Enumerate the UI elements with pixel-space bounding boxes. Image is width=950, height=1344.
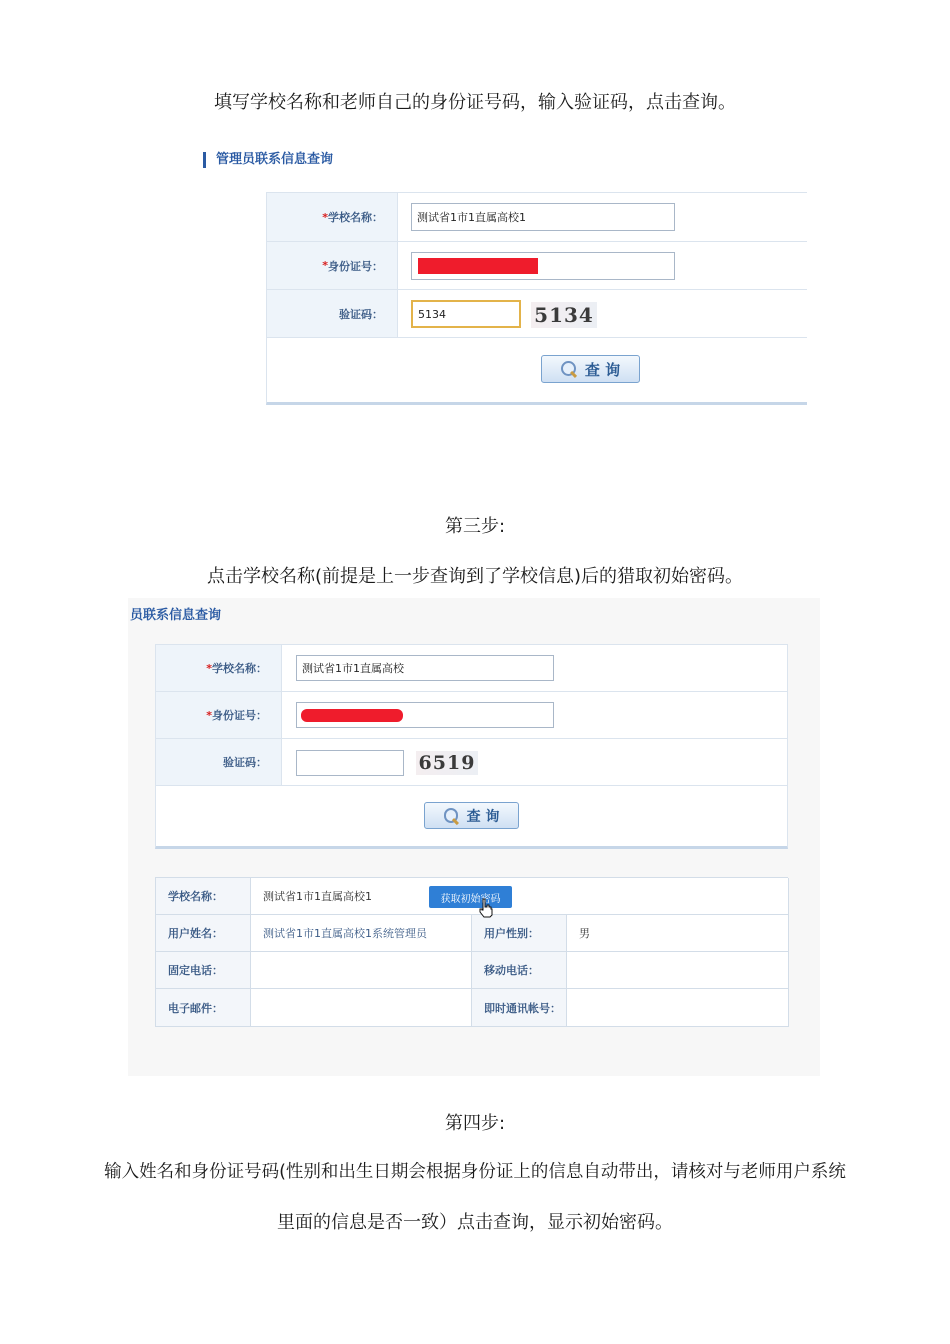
redaction-mark: [301, 709, 403, 722]
query-button[interactable]: 查 询: [424, 802, 519, 829]
captcha-label: 验证码：: [267, 290, 398, 337]
required-mark: *: [206, 708, 212, 722]
panel-title: 管理员联系信息查询: [203, 152, 333, 168]
im-value: [567, 989, 789, 1027]
query-form: [266, 192, 807, 405]
mobile-value: [567, 952, 789, 989]
school-row: [156, 645, 787, 692]
mobile-label: 移动电话：: [472, 952, 567, 989]
get-initial-password-button[interactable]: 获取初始密码: [429, 886, 512, 908]
phone-value: [251, 952, 472, 989]
required-mark: *: [322, 210, 328, 224]
id-label: * 身份证号：: [267, 242, 398, 289]
phone-label: 固定电话：: [156, 952, 251, 989]
id-row: [267, 242, 807, 290]
email-value: [251, 989, 472, 1027]
captcha-label: 验证码：: [156, 739, 282, 785]
school-row: [267, 193, 807, 242]
intro-text: 填写学校名称和老师自己的身份证号码，输入验证码，点击查询。: [214, 92, 736, 113]
email-label: 电子邮件：: [156, 989, 251, 1027]
school-name-value[interactable]: 测试省1市1直属高校1: [251, 878, 789, 915]
captcha-row: [267, 290, 807, 338]
school-label: * 学校名称：: [267, 193, 398, 241]
school-label: * 学校名称：: [156, 645, 282, 691]
required-mark: *: [322, 259, 328, 272]
step4-heading: 第四步:: [444, 1113, 506, 1134]
id-label: * 身份证号：: [156, 692, 282, 738]
captcha-image[interactable]: 6519: [416, 751, 478, 775]
query-button[interactable]: 查 询: [541, 355, 640, 383]
id-input[interactable]: [296, 702, 554, 728]
hand-cursor-icon: [478, 898, 494, 918]
id-row: [156, 692, 787, 739]
school-input[interactable]: 测试省1市1直属高校1: [411, 203, 675, 231]
step3-text: 点击学校名称(前提是上一步查询到了学校信息)后的猎取初始密码。: [206, 566, 744, 587]
query-form: [155, 644, 788, 849]
redaction-mark: [418, 258, 538, 274]
search-icon: [561, 361, 577, 377]
school-name-label: 学校名称：: [156, 878, 251, 915]
school-input[interactable]: 测试省1市1直属高校: [296, 655, 554, 681]
captcha-image[interactable]: 5134: [531, 302, 597, 328]
step4-text-line1: 输入姓名和身份证号码(性别和出生日期会根据身份证上的信息自动带出，请核对与老师用户系统: [104, 1162, 846, 1182]
gender-value: 男: [567, 915, 789, 952]
step4-text-line2: 里面的信息是否一致）点击查询，显示初始密码。: [277, 1212, 673, 1233]
captcha-input[interactable]: 5134: [411, 300, 521, 328]
required-mark: *: [206, 661, 212, 675]
user-name-label: 用户姓名：: [156, 915, 251, 952]
im-label: 即时通讯帐号：: [472, 989, 567, 1027]
captcha-row: [156, 739, 787, 786]
id-input[interactable]: [411, 252, 675, 280]
gender-label: 用户性别：: [472, 915, 567, 952]
captcha-input[interactable]: [296, 750, 404, 776]
panel-title: 员联系信息查询: [130, 608, 222, 623]
step3-heading: 第三步:: [444, 516, 506, 537]
search-icon: [444, 808, 459, 823]
user-name-value: 测试省1市1直属高校1系统管理员: [251, 915, 472, 952]
